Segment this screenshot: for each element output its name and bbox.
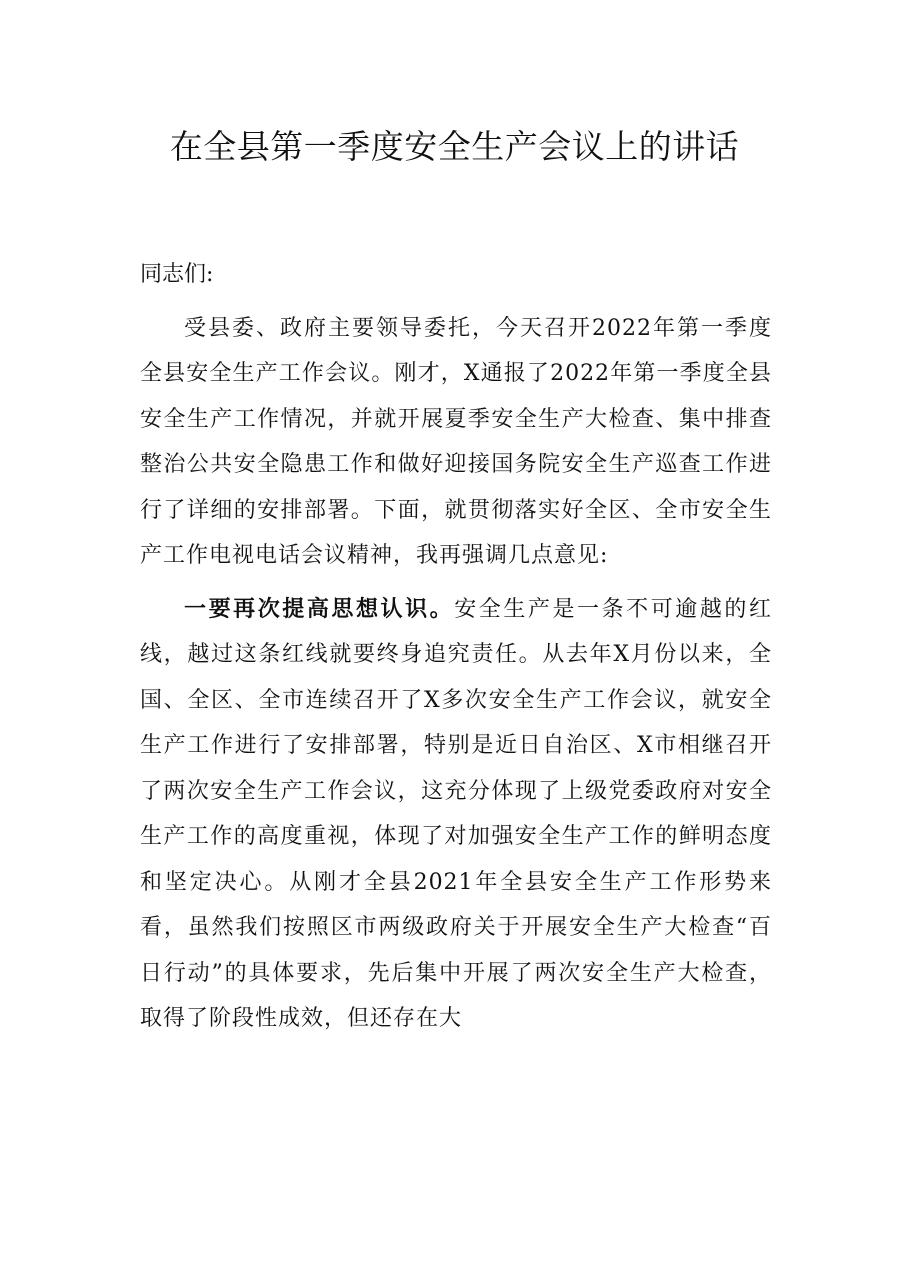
salutation: 同志们: (140, 262, 214, 287)
paragraph-1-text: 受县委、政府主要领导委托，今天召开2022年第一季度全县安全生产工作会议。刚才，X通报了2022年第一季度全县安全生产工作情况，并就开展夏季安全生产大检查、集中排查整治公共安全隐患工作和做好迎接国务院安全生产巡查工作进行了详细的安排部署。下面，就贯彻落实好全区、全市安全生产工作电视电话会议精神，我再强调几点意见: (140, 315, 772, 568)
paragraph-1 (140, 306, 772, 579)
paragraph-2-heading: 一要再次提高思想认识。 (184, 595, 455, 622)
document-body (140, 252, 772, 1050)
paragraph-2 (140, 587, 772, 1042)
document-title: 在全县第一季度安全生产会议上的讲话 (169, 127, 740, 166)
paragraph-2-text: 安全生产是一条不可逾越的红线，越过这条红线就要终身追究责任。从去年X月份以来，全国、全区、全市连续召开了X多次安全生产工作会议，就安全生产工作进行了安排部署，特别是近日自治区、X市相继召开了两次安全生产工作会议，这充分体现了上级党委政府对安全生产工作的高度重视，体现了对加强安全生产工作的鲜明态度和坚定决心。从刚才全县2021年全县安全生产工作形势来看，虽然我们按照区市两级政府关于开展安全生产大检查“百日行动”的具体要求，先后集中开展了两次安全生产大检查，取得了阶段性成效，但还存在大 (140, 596, 772, 1031)
